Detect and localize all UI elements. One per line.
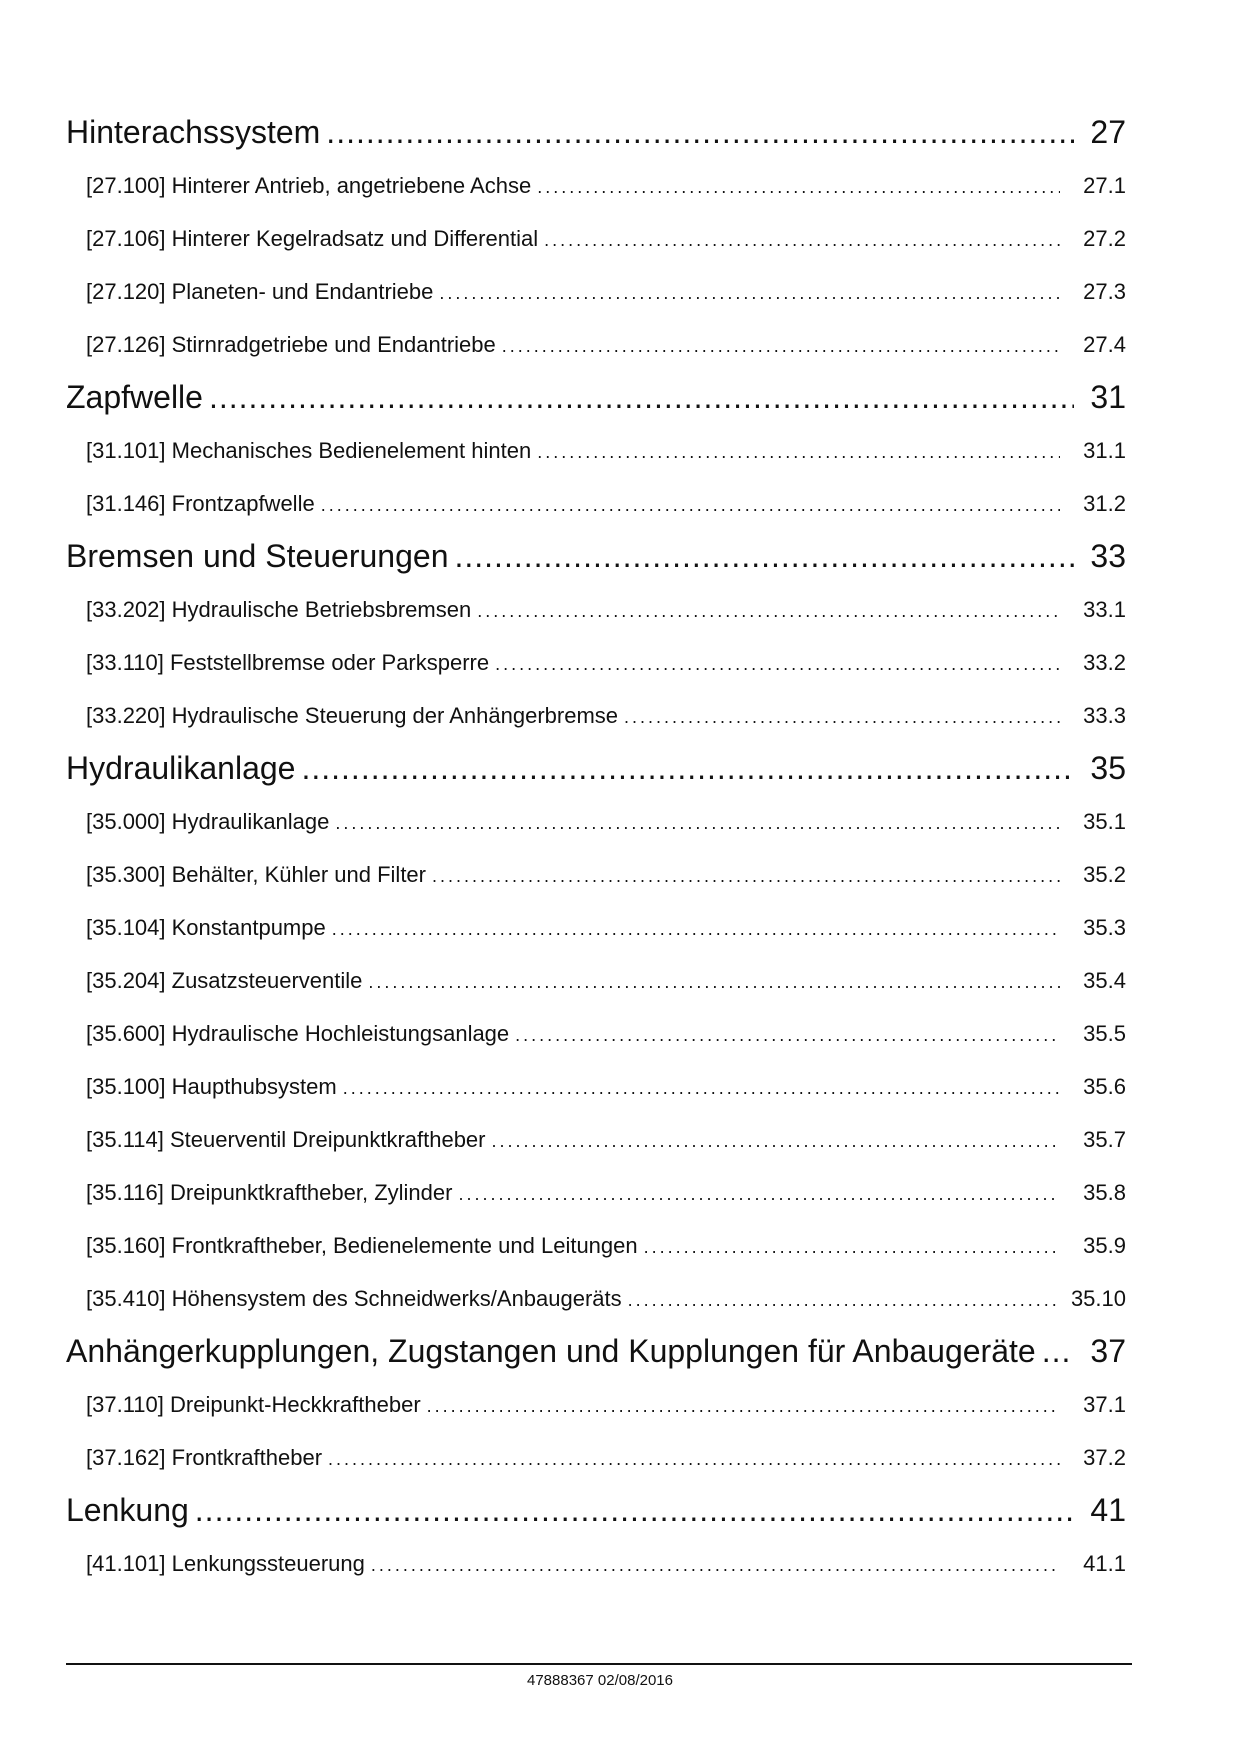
dot-leader <box>301 742 1074 795</box>
toc-entry-link[interactable] <box>66 318 1126 371</box>
toc-section <box>66 530 1126 742</box>
entry-page-number: 37.1 <box>1083 1392 1126 1417</box>
toc-entry-link[interactable] <box>66 583 1126 636</box>
chapter-page-number: 27 <box>1090 114 1126 150</box>
dot-leader <box>326 106 1074 159</box>
toc-entry-link[interactable] <box>66 1431 1126 1484</box>
toc-chapter-link[interactable] <box>66 106 1126 159</box>
entry-page-number: 35.7 <box>1083 1127 1126 1152</box>
toc-entry-link[interactable] <box>66 212 1126 265</box>
chapter-title: Hydraulikanlage <box>66 750 296 786</box>
entry-page-number: 35.8 <box>1083 1180 1126 1205</box>
dot-leader <box>371 1539 1060 1592</box>
toc-entry-link[interactable] <box>66 1113 1126 1166</box>
toc-entry-link[interactable] <box>66 689 1126 742</box>
entry-title: [31.101] Mechanisches Bedienelement hinten <box>86 438 532 463</box>
toc-section <box>66 371 1126 530</box>
entry-page-number: 35.1 <box>1083 809 1126 834</box>
dot-leader <box>515 1009 1060 1062</box>
dot-leader <box>328 1433 1060 1486</box>
chapter-title: Anhängerkupplungen, Zugstangen und Kupplungen für Anbaugeräte <box>66 1333 1036 1369</box>
entry-title: [35.000] Hydraulikanlage <box>86 809 330 834</box>
chapter-title: Bremsen und Steuerungen <box>66 538 449 574</box>
footer-divider <box>66 1663 1132 1665</box>
dot-leader <box>1042 1325 1074 1378</box>
entry-page-number: 35.9 <box>1083 1233 1126 1258</box>
entry-title: [35.100] Haupthubsystem <box>86 1074 337 1099</box>
dot-leader <box>644 1221 1060 1274</box>
dot-leader <box>368 956 1060 1009</box>
entry-title: [27.120] Planeten- und Endantriebe <box>86 279 434 304</box>
chapter-title: Hinterachssystem <box>66 114 321 150</box>
entry-page-number: 35.4 <box>1083 968 1126 993</box>
dot-leader <box>492 1115 1061 1168</box>
entry-page-number: 41.1 <box>1083 1551 1126 1576</box>
dot-leader <box>628 1274 1060 1327</box>
toc-section <box>66 742 1126 1325</box>
toc-entry-link[interactable] <box>66 1219 1126 1272</box>
entry-title: [27.106] Hinterer Kegelradsatz und Differential <box>86 226 539 251</box>
chapter-page-number: 33 <box>1090 538 1126 574</box>
chapter-page-number: 31 <box>1090 379 1126 415</box>
dot-leader <box>343 1062 1060 1115</box>
toc-chapter-link[interactable] <box>66 742 1126 795</box>
toc-entry-link[interactable] <box>66 795 1126 848</box>
toc-entry-link[interactable] <box>66 159 1126 212</box>
toc-entry-link[interactable] <box>66 1060 1126 1113</box>
entry-title: [35.204] Zusatzsteuerventile <box>86 968 363 993</box>
toc-entry-link[interactable] <box>66 424 1126 477</box>
dot-leader <box>332 903 1060 956</box>
toc-entry-link[interactable] <box>66 636 1126 689</box>
footer-document-id: 47888367 02/08/2016 <box>527 1672 673 1689</box>
toc-entry-link[interactable] <box>66 265 1126 318</box>
dot-leader <box>427 1380 1060 1433</box>
dot-leader <box>432 850 1060 903</box>
entry-page-number: 35.6 <box>1083 1074 1126 1099</box>
toc-section <box>66 1325 1126 1484</box>
toc-entry-link[interactable] <box>66 901 1126 954</box>
toc-entry-link[interactable] <box>66 1272 1126 1325</box>
dot-leader <box>624 691 1060 744</box>
table-of-contents <box>66 106 1126 1590</box>
entry-page-number: 27.1 <box>1083 173 1126 198</box>
entry-page-number: 27.4 <box>1083 332 1126 357</box>
entry-page-number: 33.2 <box>1083 650 1126 675</box>
entry-page-number: 37.2 <box>1083 1445 1126 1470</box>
entry-page-number: 35.5 <box>1083 1021 1126 1046</box>
entry-title: [27.126] Stirnradgetriebe und Endantriebe <box>86 332 496 357</box>
dot-leader <box>454 530 1074 583</box>
entry-title: [33.110] Feststellbremse oder Parksperre <box>86 650 490 675</box>
toc-chapter-link[interactable] <box>66 530 1126 583</box>
toc-entry-link[interactable] <box>66 1166 1126 1219</box>
dot-leader <box>195 1484 1074 1537</box>
toc-entry-link[interactable] <box>66 1007 1126 1060</box>
dot-leader <box>439 267 1060 320</box>
entry-title: [35.300] Behälter, Kühler und Filter <box>86 862 426 887</box>
entry-title: [33.220] Hydraulische Steuerung der Anhängerbremse <box>86 703 619 728</box>
entry-page-number: 35.10 <box>1070 1286 1126 1311</box>
entry-page-number: 31.1 <box>1083 438 1126 463</box>
chapter-page-number: 37 <box>1090 1333 1126 1369</box>
chapter-title: Lenkung <box>66 1492 189 1528</box>
toc-entry-link[interactable] <box>66 848 1126 901</box>
toc-chapter-link[interactable] <box>66 1484 1126 1537</box>
dot-leader <box>209 371 1074 424</box>
toc-entry-link[interactable] <box>66 954 1126 1007</box>
entry-title: [35.160] Frontkraftheber, Bedienelemente und Leitungen <box>86 1233 638 1258</box>
dot-leader <box>458 1168 1060 1221</box>
entry-page-number: 33.1 <box>1083 597 1126 622</box>
dot-leader <box>321 479 1060 532</box>
entry-page-number: 27.3 <box>1083 279 1126 304</box>
dot-leader <box>477 585 1060 638</box>
chapter-page-number: 35 <box>1090 750 1126 786</box>
dot-leader <box>335 797 1060 850</box>
toc-chapter-link[interactable] <box>66 1325 1126 1378</box>
entry-page-number: 31.2 <box>1083 491 1126 516</box>
toc-entry-link[interactable] <box>66 1378 1126 1431</box>
toc-entry-link[interactable] <box>66 477 1126 530</box>
entry-title: [35.116] Dreipunktkraftheber, Zylinder <box>86 1180 453 1205</box>
entry-page-number: 35.2 <box>1083 862 1126 887</box>
entry-title: [35.104] Konstantpumpe <box>86 915 326 940</box>
toc-chapter-link[interactable] <box>66 371 1126 424</box>
toc-section <box>66 1484 1126 1590</box>
entry-page-number: 33.3 <box>1083 703 1126 728</box>
entry-title: [37.110] Dreipunkt-Heckkraftheber <box>86 1392 421 1417</box>
entry-title: [41.101] Lenkungssteuerung <box>86 1551 365 1576</box>
dot-leader <box>537 161 1060 214</box>
dot-leader <box>544 214 1060 267</box>
entry-title: [27.100] Hinterer Antrieb, angetriebene Achse <box>86 173 532 198</box>
dot-leader <box>537 426 1060 479</box>
entry-title: [35.410] Höhensystem des Schneidwerks/Anbaugeräts <box>86 1286 622 1311</box>
entry-title: [35.114] Steuerventil Dreipunktkraftheber <box>86 1127 486 1152</box>
entry-title: [31.146] Frontzapfwelle <box>86 491 315 516</box>
entry-page-number: 35.3 <box>1083 915 1126 940</box>
entry-title: [35.600] Hydraulische Hochleistungsanlage <box>86 1021 510 1046</box>
chapter-title: Zapfwelle <box>66 379 203 415</box>
chapter-page-number: 41 <box>1090 1492 1126 1528</box>
dot-leader <box>495 638 1060 691</box>
toc-entry-link[interactable] <box>66 1537 1126 1590</box>
entry-page-number: 27.2 <box>1083 226 1126 251</box>
entry-title: [37.162] Frontkraftheber <box>86 1445 323 1470</box>
dot-leader <box>502 320 1060 373</box>
toc-section <box>66 106 1126 371</box>
entry-title: [33.202] Hydraulische Betriebsbremsen <box>86 597 472 622</box>
